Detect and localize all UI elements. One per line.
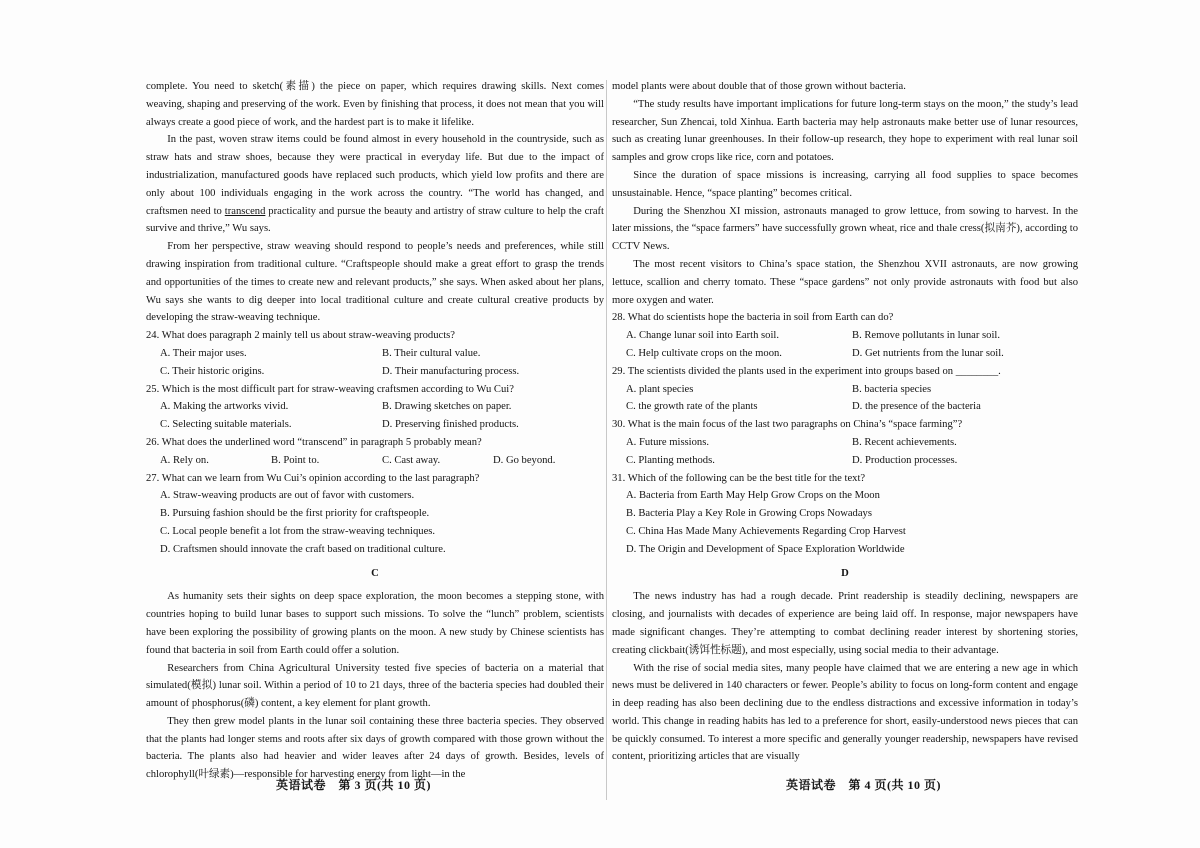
question-stem: 26. What does the underlined word “transcend” in paragraph 5 probably mean? bbox=[146, 436, 482, 448]
question-31 bbox=[612, 470, 1078, 559]
option-a: A. Future missions. bbox=[626, 436, 709, 448]
option-b: B. Drawing sketches on paper. bbox=[382, 401, 512, 413]
right-column bbox=[612, 78, 1078, 766]
page-footer-4: 英语试卷 第 4 页(共 10 页) bbox=[786, 778, 941, 792]
question-28 bbox=[612, 309, 1078, 362]
option-c: C. Cast away. bbox=[382, 454, 441, 466]
section-heading-d: D bbox=[841, 567, 849, 579]
paragraph: model plants were about double that of those grown without bacteria. bbox=[612, 81, 906, 92]
paragraph: In the past, woven straw items could be found almost in every household in the countryside, such as straw hats and straw shoes, because they were practical in everyday life. But due to the impact of industrialization, manufactured goods have replaced such products, which yield low profits and there are only about 100 individuals engaging in the work across the country. “The world has changed, and craftsmen need to transcend practicality and pursue the beauty and artistry of straw culture to help the craft survive and thrive,” Wu says. bbox=[146, 134, 604, 235]
question-26 bbox=[146, 434, 604, 470]
option-c: C. Help cultivate crops on the moon. bbox=[626, 347, 782, 359]
option-a: A. Change lunar soil into Earth soil. bbox=[626, 330, 779, 342]
question-stem: 28. What do scientists hope the bacteria in soil from Earth can do? bbox=[612, 312, 894, 324]
underlined-word: transcend bbox=[224, 205, 266, 217]
paragraph: During the Shenzhou XI mission, astronauts managed to grow lettuce, from sowing to harvest. In the later missions, the “space farmers” have successfully grown wheat, rice and thale cress(拟南芥), according to CCTV News. bbox=[612, 205, 1078, 253]
option-b: B. Remove pollutants in lunar soil. bbox=[852, 330, 1001, 342]
left-column bbox=[146, 78, 604, 784]
question-stem: 30. What is the main focus of the last two paragraphs on China’s “space farming”? bbox=[612, 419, 963, 431]
question-stem: 29. The scientists divided the plants used in the experiment into groups based on ________. bbox=[612, 365, 1001, 377]
option-c: C. China Has Made Many Achievements Regarding Crop Harvest bbox=[626, 525, 906, 537]
option-d: D. the presence of the bacteria bbox=[852, 401, 981, 413]
option-d: D. Go beyond. bbox=[493, 454, 556, 466]
paragraph: The news industry has had a rough decade. Print readership is steadily declining, newspapers are closing, and journalists with decades of experience are being laid off. In response, major newspapers have made significant changes. They’re attempting to combat declining reader interest by shortening stories, creating clickbait(诱饵性标题), and most especially, using social media to their advantage. bbox=[612, 591, 1078, 656]
page-footer-3: 英语试卷 第 3 页(共 10 页) bbox=[276, 778, 431, 792]
option-c: C. Selecting suitable materials. bbox=[160, 419, 292, 431]
paragraph: complete. You need to sketch(素描) the piece on paper, which requires drawing skills. Next comes weaving, shaping and preserving of the work. Even by finishing that process, it does not mean that you will always create a good piece of work, and the hardest part is to make it lifelike. bbox=[146, 81, 604, 128]
option-d: D. Their manufacturing process. bbox=[382, 365, 520, 377]
paragraph: “The study results have important implications for future long-term stays on the moon,” the study’s lead researcher, Sun Zhencai, told Xinhua. Earth bacteria may help astronauts make better use of lunar resources, such as creating lunar greenhouses. In their follow-up research, they hope to experiment with real lunar soil samples and grow crops like rice, corn and potatoes. bbox=[612, 98, 1078, 164]
paragraph: They then grew model plants in the lunar soil containing these three bacteria species. They observed that the plants had longer stems and roots after six days of growth compared with those grown without the bacteria. The plants also had heavier and wider leaves after 24 days of growth. Besides, levels of chlorophyll(叶绿素)—responsible for harvesting energy from light—in the bbox=[146, 715, 604, 781]
option-c: C. Their historic origins. bbox=[160, 365, 265, 377]
section-heading-c: C bbox=[371, 567, 379, 579]
question-27 bbox=[146, 470, 604, 559]
option-a: A. Their major uses. bbox=[160, 347, 247, 359]
question-stem: 31. Which of the following can be the best title for the text? bbox=[612, 472, 866, 484]
option-d: D. The Origin and Development of Space Exploration Worldwide bbox=[626, 543, 905, 555]
option-b: B. Their cultural value. bbox=[382, 347, 481, 359]
paragraph: The most recent visitors to China’s space station, the Shenzhou XVII astronauts, are now growing lettuce, scallion and cherry tomato. These “space gardens” not only provide astronauts with food but also more oxygen and water. bbox=[612, 258, 1078, 306]
paragraph: Since the duration of space missions is increasing, carrying all food supplies to space becomes unsustainable. Hence, “space planting” becomes critical. bbox=[612, 169, 1078, 199]
paragraph: As humanity sets their sights on deep space exploration, the moon becomes a stepping stone, with countries hoping to build lunar bases to support such missions. To solve the “lunch” problem, scientists have been exploring the possibility of growing plants on the moon. A new study by Chinese scientists has found that bacteria in soil from Earth could offer a solution. bbox=[146, 591, 604, 656]
question-30 bbox=[612, 416, 1078, 469]
question-25 bbox=[146, 381, 604, 434]
option-b: B. Point to. bbox=[271, 454, 320, 466]
question-24 bbox=[146, 327, 604, 380]
paragraph: With the rise of social media sites, many people have claimed that we are entering a new age in which news must be delivered in 140 characters or fewer. People’s ability to focus on long-form content and engage in deep reading has also been declining due to the endless distractions and excessive information in today’s world. This change in reading habits has led to a preference for short, easily-understood news pieces that can be quickly consumed. To interest a more specific and generally younger readership, newspapers have revised content, prioritizing articles that are visually bbox=[612, 662, 1078, 763]
option-b: B. Bacteria Play a Key Role in Growing Crops Nowadays bbox=[626, 508, 872, 520]
question-stem: 27. What can we learn from Wu Cui’s opinion according to the last paragraph? bbox=[146, 472, 480, 484]
option-c: C. Local people benefit a lot from the straw-weaving techniques. bbox=[160, 525, 436, 537]
option-c: C. Planting methods. bbox=[626, 454, 715, 466]
option-a: A. Bacteria from Earth May Help Grow Crops on the Moon bbox=[626, 490, 880, 502]
option-c: C. the growth rate of the plants bbox=[626, 401, 758, 413]
paragraph: Researchers from China Agricultural University tested five species of bacteria on a material that simulated(模拟) lunar soil. Within a period of 10 to 21 days, three of the bacteria species had doubled their amount of phosphorus(磷) content, a key element for plant growth. bbox=[146, 662, 604, 710]
option-a: A. Rely on. bbox=[160, 454, 209, 466]
column-divider bbox=[606, 80, 607, 800]
paragraph: From her perspective, straw weaving should respond to people’s needs and preferences, while still drawing inspiration from traditional culture. “Craftspeople should make a great effort to grasp the trends and opportunities of the times to create new and relevant products,” she says. When asked about her plans, Wu says she wants to dig deeper into local traditional culture and create cultural creative products by developing the straw-weaving technique. bbox=[146, 241, 604, 324]
option-a: A. Making the artworks vivid. bbox=[160, 401, 289, 413]
option-a: A. plant species bbox=[626, 383, 694, 395]
option-d: D. Craftsmen should innovate the craft based on traditional culture. bbox=[160, 543, 446, 555]
option-d: D. Get nutrients from the lunar soil. bbox=[852, 347, 1004, 359]
option-d: D. Preserving finished products. bbox=[382, 419, 519, 431]
option-b: B. Pursuing fashion should be the first priority for craftspeople. bbox=[160, 508, 430, 520]
question-stem: 25. Which is the most difficult part for straw-weaving craftsmen according to Wu Cui? bbox=[146, 383, 514, 395]
option-a: A. Straw-weaving products are out of favor with customers. bbox=[160, 490, 415, 502]
option-d: D. Production processes. bbox=[852, 454, 958, 466]
option-b: B. Recent achievements. bbox=[852, 436, 957, 448]
option-b: B. bacteria species bbox=[852, 383, 932, 395]
question-stem: 24. What does paragraph 2 mainly tell us about straw-weaving products? bbox=[146, 330, 455, 342]
question-29 bbox=[612, 363, 1078, 416]
